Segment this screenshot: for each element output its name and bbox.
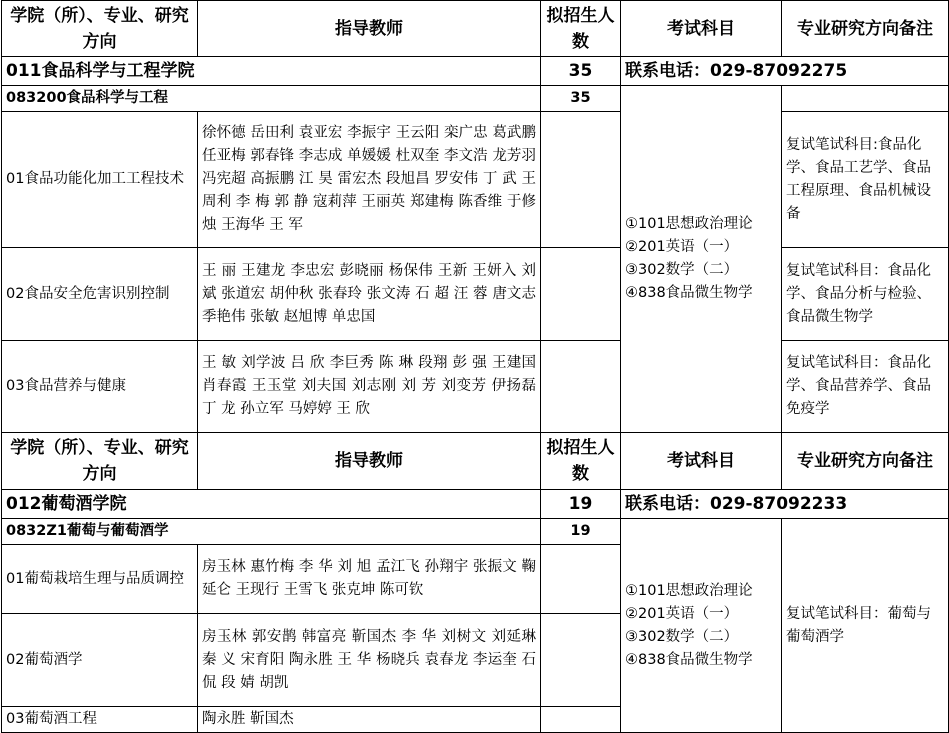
direction-name: 02葡萄酒学 [2, 614, 198, 707]
direction-row [2, 248, 949, 341]
major-name: 0832Z1葡萄与葡萄酒学 [2, 519, 541, 545]
exam-subjects [621, 86, 782, 433]
direction-row [2, 341, 949, 433]
college-quota: 19 [541, 490, 621, 519]
major-quota: 35 [541, 86, 621, 112]
header-quota: 拟招生人数 [541, 433, 621, 490]
direction-name: 02食品安全危害识别控制 [2, 248, 198, 341]
direction-note: 复试笔试科目:食品化学、食品工艺学、食品工程原理、食品机械设备 [782, 112, 949, 248]
direction-name: 01葡萄栽培生理与品质调控 [2, 545, 198, 614]
major-quota: 19 [541, 519, 621, 545]
header-advisors: 指导教师 [198, 1, 541, 57]
header-exam-subjects: 考试科目 [621, 1, 782, 57]
direction-quota [541, 248, 621, 341]
advisor-list: 徐怀德 岳田利 袁亚宏 李振宇 王云阳 栾广忠 葛武鹏 任亚梅 郭春锋 李志成 单媛媛 杜双奎 李文浩 龙芳羽 冯宪超 高振鹏 江 昊 雷宏杰 段旭昌 罗安伟 丁 武 王周利 李 梅 郭 静 寇莉萍 王丽英 郑建梅 陈香维 于修烛 王海华 王 军 [198, 112, 541, 248]
header-row [2, 1, 949, 57]
header-quota: 拟招生人数 [541, 1, 621, 57]
direction-quota [541, 614, 621, 707]
major-row [2, 519, 949, 545]
direction-quota [541, 707, 621, 733]
direction-note: 复试笔试科目：食品化学、食品分析与检验、食品微生物学 [782, 248, 949, 341]
college-name: 011食品科学与工程学院 [2, 57, 541, 86]
header-row [2, 433, 949, 490]
direction-quota [541, 112, 621, 248]
empty-note [782, 86, 949, 112]
exam-subjects [621, 519, 782, 733]
college-row [2, 490, 949, 519]
direction-row [2, 112, 949, 248]
direction-quota [541, 341, 621, 433]
college-name: 012葡萄酒学院 [2, 490, 541, 519]
major-row [2, 86, 949, 112]
header-advisors: 指导教师 [198, 433, 541, 490]
header-direction-notes: 专业研究方向备注 [782, 1, 949, 57]
advisor-list: 陶永胜 靳国杰 [198, 707, 541, 733]
direction-note: 复试笔试科目：食品化学、食品营养学、食品免疫学 [782, 341, 949, 433]
college-quota: 35 [541, 57, 621, 86]
college-phone: 联系电话：029-87092233 [621, 490, 949, 519]
exam-subject: ③302数学（二） [625, 262, 739, 278]
direction-name: 03葡萄酒工程 [2, 707, 198, 733]
advisor-list: 王 丽 王建龙 李忠宏 彭晓丽 杨保伟 王新 王妍入 刘 斌 张道宏 胡仲秋 张春玲 张文涛 石 超 汪 蓉 唐文志 季艳伟 张敏 赵旭博 单忠国 [198, 248, 541, 341]
exam-subject: ④838食品微生物学 [625, 285, 753, 301]
direction-name: 01食品功能化加工工程技术 [2, 112, 198, 248]
exam-subject: ②201英语（一） [625, 239, 739, 255]
college-row [2, 57, 949, 86]
direction-name: 03食品营养与健康 [2, 341, 198, 433]
college-phone: 联系电话：029-87092275 [621, 57, 949, 86]
header-exam-subjects: 考试科目 [621, 433, 782, 490]
header-direction-notes: 专业研究方向备注 [782, 433, 949, 490]
advisor-list: 房玉林 郭安鹊 韩富亮 靳国杰 李 华 刘树文 刘延琳 秦 义 宋育阳 陶永胜 王 华 杨晓兵 袁春龙 李运奎 石 侃 段 婧 胡凯 [198, 614, 541, 707]
header-college-direction: 学院（所）、专业、研究方向 [2, 1, 198, 57]
enrollment-table [1, 0, 949, 733]
exam-subject: ④838食品微生物学 [625, 651, 753, 668]
major-name: 083200食品科学与工程 [2, 86, 541, 112]
exam-subject: ①101思想政治理论 [625, 216, 753, 232]
exam-subject: ②201英语（一） [625, 605, 739, 622]
advisor-list: 王 敏 刘学波 吕 欣 李巨秀 陈 琳 段翔 彭 强 王建国 肖春霞 王玉堂 刘夫国 刘志刚 刘 芳 刘变芳 伊扬磊 丁 龙 孙立军 马婷婷 王 欣 [198, 341, 541, 433]
advisor-list: 房玉林 惠竹梅 李 华 刘 旭 孟江飞 孙翔宇 张振文 鞠延仑 王现行 王雪飞 张克坤 陈可钦 [198, 545, 541, 614]
header-college-direction: 学院（所）、专业、研究方向 [2, 433, 198, 490]
direction-note: 复试笔试科目：葡萄与葡萄酒学 [782, 519, 949, 733]
exam-subject: ①101思想政治理论 [625, 582, 753, 599]
direction-quota [541, 545, 621, 614]
exam-subject: ③302数学（二） [625, 628, 739, 645]
